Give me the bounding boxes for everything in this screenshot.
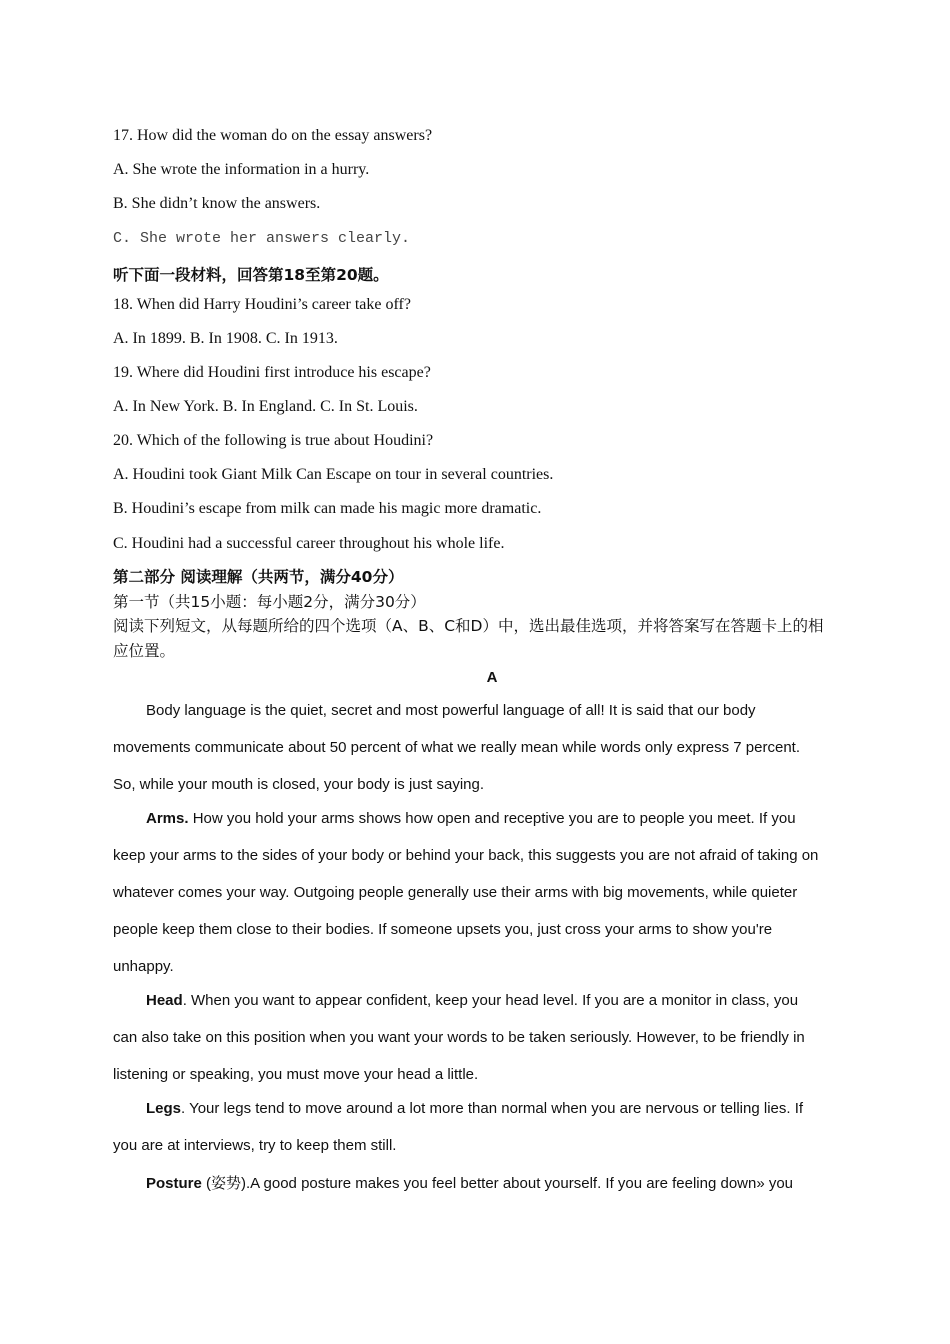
head-line-3: listening or speaking, you must move your head a little. [113, 1066, 479, 1083]
posture-line-1 [113, 1172, 793, 1193]
question-19: 19. Where did Houdini first introduce his escape? [113, 364, 431, 381]
reading-instruction: 阅读下列短文，从每题所给的四个选项（A、B、C和D）中，选出最佳选项，并将答案写在答题卡上的相应位置。 [113, 617, 824, 660]
q20-option-c: C. Houdini had a successful career throughout his whole life. [113, 535, 505, 552]
p1-line-1: Body language is the quiet, secret and most powerful language of all! It is said that our body [146, 702, 756, 719]
instruction-18-20: 听下面一段材料，回答第18至第20题。 [113, 266, 389, 284]
q17-option-a: A. She wrote the information in a hurry. [113, 161, 370, 178]
head-term: Head [146, 992, 183, 1009]
part-two-title: 第二部分 阅读理解（共两节，满分40分） [113, 568, 404, 586]
q17-option-b: B. She didn’t know the answers. [113, 195, 321, 212]
legs-line-1 [113, 1100, 803, 1117]
posture-term: Posture [146, 1175, 202, 1192]
q18-options: A. In 1899. B. In 1908. C. In 1913. [113, 330, 338, 347]
head-text: . When you want to appear confident, keep your head level. If you are a monitor in class, you [182, 992, 799, 1009]
arms-line-5: unhappy. [113, 958, 174, 975]
passage-label: A [486, 669, 498, 686]
legs-term: Legs [146, 1100, 182, 1117]
q19-options: A. In New York. B. In England. C. In St. Louis. [113, 398, 418, 415]
question-18: 18. When did Harry Houdini’s career take off? [113, 296, 411, 313]
arms-term: Arms. [146, 810, 189, 827]
head-line-2: can also take on this position when you want your words to be taken seriously. However, to be friendly in [113, 1029, 805, 1046]
section-one-title: 第一节（共15小题：每小题2分，满分30分） [113, 593, 426, 611]
arms-line-3: whatever comes your way. Outgoing people generally use their arms with big movements, while quieter [113, 884, 798, 901]
arms-line-2: keep your arms to the sides of your body or behind your back, this suggests you are not afraid of taking on [113, 847, 819, 864]
q17-option-c: C. She wrote her answers clearly. [113, 230, 411, 247]
q20-option-a: A. Houdini took Giant Milk Can Escape on tour in several countries. [113, 466, 554, 483]
arms-text: How you hold your arms shows how open and receptive you are to people you meet. If you [188, 810, 796, 827]
legs-text: . Your legs tend to move around a lot more than normal when you are nervous or telling lies. If [181, 1100, 804, 1117]
p1-line-3: So, while your mouth is closed, your body is just saying. [113, 776, 485, 793]
head-line-1 [113, 992, 798, 1009]
q20-option-b: B. Houdini’s escape from milk can made his magic more dramatic. [113, 500, 542, 517]
question-17: 17. How did the woman do on the essay answers? [113, 127, 433, 144]
p1-line-2: movements communicate about 50 percent of what we really mean while words only express 7 percent. [113, 739, 801, 756]
posture-text: (姿势).A good posture makes you feel better about yourself. If you are feeling down» you [201, 1175, 794, 1192]
legs-line-2: you are at interviews, try to keep them still. [113, 1137, 397, 1154]
arms-line-4: people keep them close to their bodies. If someone upsets you, just cross your arms to show you're [113, 921, 773, 938]
arms-line-1 [113, 810, 796, 827]
question-20: 20. Which of the following is true about Houdini? [113, 432, 434, 449]
